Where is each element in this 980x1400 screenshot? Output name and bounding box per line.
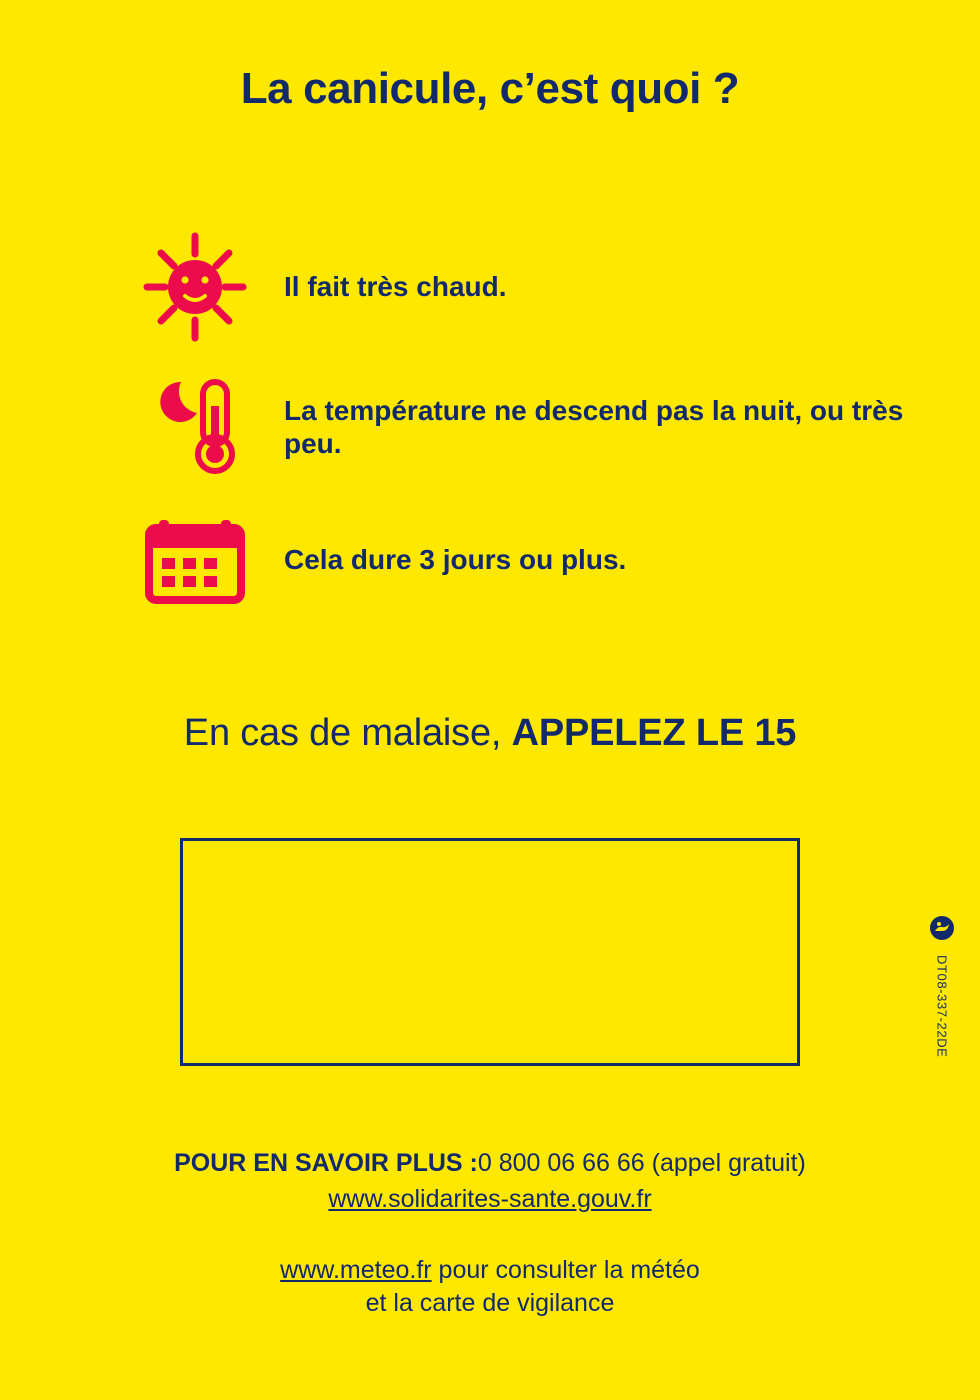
more-info-label: POUR EN SAVOIR PLUS : <box>174 1149 478 1177</box>
page-title: La canicule, c’est quoi ? <box>240 64 740 113</box>
footer-weather-text-1: pour consulter la météo <box>431 1256 700 1285</box>
sun-icon <box>120 228 270 346</box>
emergency-call: APPELEZ LE 15 <box>511 712 797 754</box>
footer <box>0 1148 980 1319</box>
bullet-list <box>120 228 920 634</box>
list-item <box>120 368 920 486</box>
emergency-line <box>0 712 980 755</box>
list-item <box>120 508 920 612</box>
list-item <box>120 228 920 346</box>
footer-health-site-line <box>0 1185 980 1214</box>
list-item-label: Il fait très chaud. <box>284 271 507 303</box>
marianne-logo-icon <box>929 915 955 941</box>
list-item-label: La température ne descend pas la nuit, ou très peu. <box>284 394 904 459</box>
link-solidarites-sante[interactable]: www.solidarites-sante.gouv.fr <box>328 1185 652 1214</box>
thermometer-night-icon <box>120 368 270 486</box>
more-info-phone: 0 800 06 66 66 (appel gratuit) <box>477 1149 806 1177</box>
list-item-label: Cela dure 3 jours ou plus. <box>284 544 627 576</box>
calendar-icon <box>120 508 270 612</box>
link-meteo[interactable]: www.meteo.fr <box>280 1256 432 1285</box>
footer-contact-line <box>0 1148 980 1179</box>
reference-code: DT08-337-22DE <box>934 955 950 1058</box>
emergency-lead: En cas de malaise, <box>183 712 512 754</box>
footer-weather-line-2: et la carte de vigilance <box>365 1288 615 1317</box>
side-meta <box>922 915 962 1057</box>
note-box <box>180 838 800 1066</box>
footer-weather-block <box>0 1254 980 1319</box>
footer-weather-line-1 <box>0 1254 980 1287</box>
